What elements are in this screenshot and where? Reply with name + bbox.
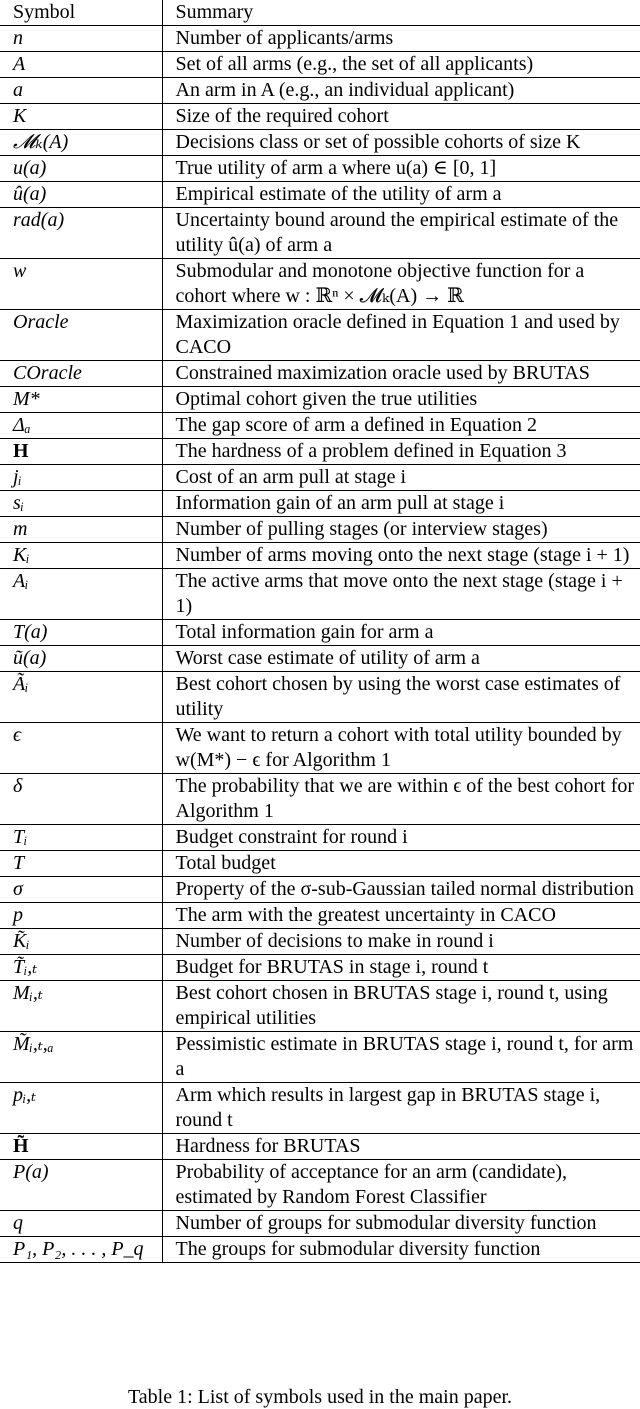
table-row	[0, 646, 640, 672]
summary-cell: Constrained maximization oracle used by BRUTAS	[162, 361, 640, 387]
symbol-cell: Kᵢ	[0, 543, 162, 569]
table-row	[0, 439, 640, 465]
symbol-cell: σ	[0, 877, 162, 903]
symbol-cell: p	[0, 903, 162, 929]
symbol-cell: û(a)	[0, 182, 162, 208]
symbol-cell: K̃ᵢ	[0, 929, 162, 955]
table-caption: Table 1: List of symbols used in the main paper.	[127, 1386, 513, 1408]
table-row	[0, 491, 640, 517]
summary-cell: Set of all arms (e.g., the set of all applicants)	[162, 52, 640, 78]
symbol-cell: H̃	[0, 1134, 162, 1160]
symbol-cell: T̃ᵢ,ₜ	[0, 955, 162, 981]
symbol-cell: rad(a)	[0, 208, 162, 259]
table-row	[0, 1237, 640, 1263]
table-row	[0, 851, 640, 877]
summary-cell: Total budget	[162, 851, 640, 877]
table-row	[0, 774, 640, 825]
summary-cell: Hardness for BRUTAS	[162, 1134, 640, 1160]
symbol-cell: P(a)	[0, 1160, 162, 1211]
table-row	[0, 672, 640, 723]
summary-cell: Decisions class or set of possible cohorts of size K	[162, 130, 640, 156]
summary-cell: An arm in A (e.g., an individual applicant)	[162, 78, 640, 104]
symbol-cell: Aᵢ	[0, 569, 162, 620]
symbol-cell: T(a)	[0, 620, 162, 646]
table-row	[0, 929, 640, 955]
symbol-cell: q	[0, 1211, 162, 1237]
table-row	[0, 1083, 640, 1134]
summary-cell: The active arms that move onto the next stage (stage i + 1)	[162, 569, 640, 620]
table-row	[0, 1160, 640, 1211]
summary-cell: The arm with the greatest uncertainty in CACO	[162, 903, 640, 929]
table-row	[0, 387, 640, 413]
symbol-cell: Δₐ	[0, 413, 162, 439]
summary-cell: Number of decisions to make in round i	[162, 929, 640, 955]
symbol-cell: M̃ᵢ,ₜ,ₐ	[0, 1032, 162, 1083]
symbol-cell: A	[0, 52, 162, 78]
summary-cell: Uncertainty bound around the empirical estimate of the utility û(a) of arm a	[162, 208, 640, 259]
summary-cell: Pessimistic estimate in BRUTAS stage i, round t, for arm a	[162, 1032, 640, 1083]
symbol-cell: ϵ	[0, 723, 162, 774]
summary-cell: The hardness of a problem defined in Equation 3	[162, 439, 640, 465]
table-row	[0, 310, 640, 361]
symbol-cell: pᵢ,ₜ	[0, 1083, 162, 1134]
table-row	[0, 26, 640, 52]
table-row	[0, 877, 640, 903]
table-row	[0, 361, 640, 387]
summary-cell: Best cohort chosen in BRUTAS stage i, round t, using empirical utilities	[162, 981, 640, 1032]
symbol-cell: Mᵢ,ₜ	[0, 981, 162, 1032]
symbol-cell: sᵢ	[0, 491, 162, 517]
table-body	[0, 26, 640, 1263]
symbol-cell: δ	[0, 774, 162, 825]
table-row	[0, 208, 640, 259]
table-row	[0, 78, 640, 104]
table-row	[0, 825, 640, 851]
table-row	[0, 130, 640, 156]
symbol-cell: P₁, P₂, . . . , P_q	[0, 1237, 162, 1263]
summary-cell: The gap score of arm a defined in Equation 2	[162, 413, 640, 439]
table-row	[0, 259, 640, 310]
summary-cell: Number of arms moving onto the next stage (stage i + 1)	[162, 543, 640, 569]
summary-cell: Number of groups for submodular diversity function	[162, 1211, 640, 1237]
table-row	[0, 104, 640, 130]
symbol-cell: Oracle	[0, 310, 162, 361]
summary-cell: Size of the required cohort	[162, 104, 640, 130]
symbol-cell: M*	[0, 387, 162, 413]
table-row	[0, 1211, 640, 1237]
summary-cell: Submodular and monotone objective function for a cohort where w : ℝⁿ × 𝓜ₖ(A) → ℝ	[162, 259, 640, 310]
summary-cell: Worst case estimate of utility of arm a	[162, 646, 640, 672]
header-row	[0, 0, 640, 26]
summary-cell: Number of pulling stages (or interview stages)	[162, 517, 640, 543]
symbol-cell: COracle	[0, 361, 162, 387]
table-row	[0, 413, 640, 439]
table-row	[0, 52, 640, 78]
summary-cell: We want to return a cohort with total utility bounded by w(M*) − ϵ for Algorithm 1	[162, 723, 640, 774]
symbol-cell: a	[0, 78, 162, 104]
table-row	[0, 981, 640, 1032]
summary-cell: Property of the σ-sub-Gaussian tailed normal distribution	[162, 877, 640, 903]
symbol-cell: K	[0, 104, 162, 130]
table-row	[0, 1032, 640, 1083]
symbol-cell: Tᵢ	[0, 825, 162, 851]
summary-cell: Budget for BRUTAS in stage i, round t	[162, 955, 640, 981]
summary-cell: Probability of acceptance for an arm (candidate), estimated by Random Forest Classifier	[162, 1160, 640, 1211]
table-row	[0, 465, 640, 491]
summary-cell: Budget constraint for round i	[162, 825, 640, 851]
summary-cell: Cost of an arm pull at stage i	[162, 465, 640, 491]
table-row	[0, 1134, 640, 1160]
summary-cell: Maximization oracle defined in Equation 1 and used by CACO	[162, 310, 640, 361]
summary-cell: Information gain of an arm pull at stage i	[162, 491, 640, 517]
summary-cell: Optimal cohort given the true utilities	[162, 387, 640, 413]
header-symbol: Symbol	[0, 0, 162, 26]
table-row	[0, 543, 640, 569]
header-summary: Summary	[162, 0, 640, 26]
symbol-cell: w	[0, 259, 162, 310]
table-row	[0, 182, 640, 208]
symbol-cell: Ãᵢ	[0, 672, 162, 723]
summary-cell: Arm which results in largest gap in BRUTAS stage i, round t	[162, 1083, 640, 1134]
symbol-cell: n	[0, 26, 162, 52]
summary-cell: Best cohort chosen by using the worst case estimates of utility	[162, 672, 640, 723]
symbol-cell: u(a)	[0, 156, 162, 182]
summary-cell: Total information gain for arm a	[162, 620, 640, 646]
symbol-cell: jᵢ	[0, 465, 162, 491]
table-row	[0, 620, 640, 646]
summary-cell: True utility of arm a where u(a) ∈ [0, 1]	[162, 156, 640, 182]
summary-cell: Number of applicants/arms	[162, 26, 640, 52]
table-row	[0, 955, 640, 981]
table-row	[0, 569, 640, 620]
symbol-cell: m	[0, 517, 162, 543]
symbol-cell: ũ(a)	[0, 646, 162, 672]
symbol-cell: 𝓜ₖ(A)	[0, 130, 162, 156]
table-row	[0, 156, 640, 182]
table-row	[0, 517, 640, 543]
summary-cell: Empirical estimate of the utility of arm a	[162, 182, 640, 208]
table-row	[0, 723, 640, 774]
summary-cell: The groups for submodular diversity function	[162, 1237, 640, 1263]
summary-cell: The probability that we are within ϵ of the best cohort for Algorithm 1	[162, 774, 640, 825]
table-row	[0, 903, 640, 929]
symbol-cell: H	[0, 439, 162, 465]
symbol-cell: T	[0, 851, 162, 877]
